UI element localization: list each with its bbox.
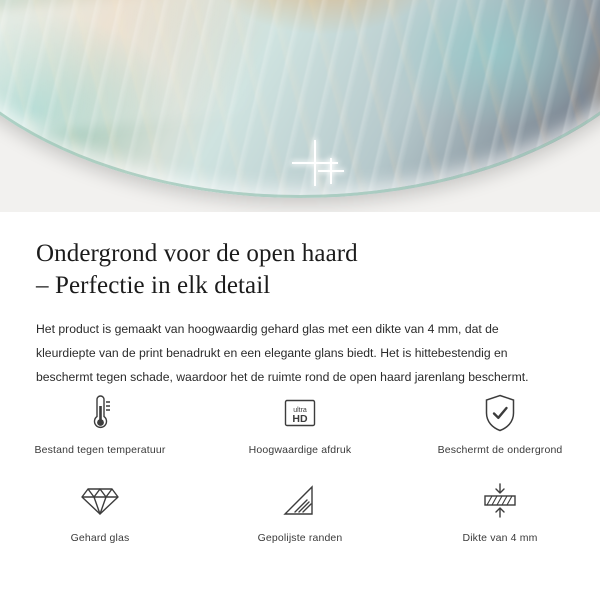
headline-line-2: – Perfectie in elk detail bbox=[36, 272, 271, 299]
text-content bbox=[0, 212, 600, 389]
svg-text:HD: HD bbox=[292, 413, 308, 425]
feature-grid bbox=[0, 392, 600, 560]
thermometer-icon bbox=[83, 392, 117, 434]
headline-line-1: Ondergrond voor de open haard bbox=[36, 240, 358, 267]
feature-label: Bestand tegen temperatuur bbox=[34, 444, 166, 456]
shield-check-icon bbox=[482, 392, 518, 434]
polished-edges-icon bbox=[281, 480, 319, 522]
body-paragraph: Het product is gemaakt van hoogwaardig gehard glas met een dikte van 4 mm, dat de kleurdiepte van de print benadrukt en een elegante glans biedt. Het is hittebestendig en beschermt tegen schade, waardoor het de ruimte rond de open haard jarenlang beschermt. bbox=[36, 322, 529, 384]
thickness-arrows-icon bbox=[479, 480, 521, 522]
feature-label: Dikte van 4 mm bbox=[462, 532, 538, 544]
feature-label: Gepolijste randen bbox=[257, 532, 343, 544]
feature-label: Hoogwaardige afdruk bbox=[248, 444, 352, 456]
glass-disc bbox=[0, 0, 600, 198]
feature-label: Gehard glas bbox=[70, 532, 130, 544]
ultra-hd-icon bbox=[280, 392, 320, 434]
feature-item-print-quality bbox=[200, 392, 400, 472]
feature-item-temperature bbox=[0, 392, 200, 472]
hero-image bbox=[0, 0, 600, 212]
svg-text:ultra: ultra bbox=[293, 407, 307, 414]
feature-label: Beschermt de ondergrond bbox=[437, 444, 563, 456]
feature-item-polished-edges bbox=[200, 480, 400, 560]
page-title bbox=[0, 212, 600, 302]
diamond-icon bbox=[80, 480, 120, 522]
feature-item-tempered-glass bbox=[0, 480, 200, 560]
feature-item-thickness bbox=[400, 480, 600, 560]
feature-item-surface-protection bbox=[400, 392, 600, 472]
